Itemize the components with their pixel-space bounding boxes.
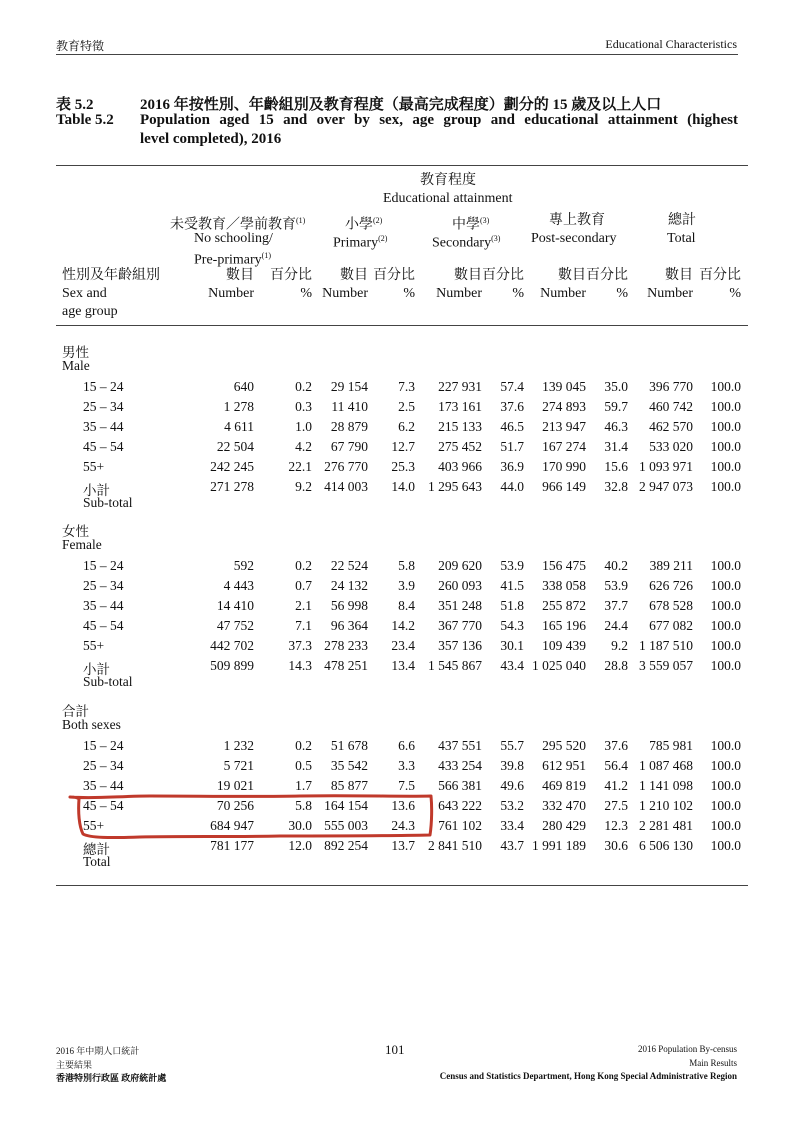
table-cell: 96 364 bbox=[330, 618, 368, 633]
col-number-zh: 數目 bbox=[665, 268, 693, 283]
col-pct-en: % bbox=[300, 286, 312, 301]
table-cell: 24.4 bbox=[604, 618, 628, 633]
table-cell: 70 256 bbox=[216, 798, 254, 813]
table-cell: 51 678 bbox=[330, 738, 368, 753]
table-cell: 1 210 102 bbox=[639, 798, 693, 813]
header-rule bbox=[56, 54, 738, 55]
table-top-rule bbox=[56, 165, 748, 166]
table-cell: 351 248 bbox=[438, 598, 482, 613]
table-cell: 403 966 bbox=[438, 459, 482, 474]
table-cell: 35 542 bbox=[330, 758, 368, 773]
table-cell: 295 520 bbox=[542, 738, 586, 753]
table-cell: 433 254 bbox=[438, 758, 482, 773]
rowhead-en2: age group bbox=[62, 304, 118, 319]
col-number-en: Number bbox=[208, 286, 254, 301]
table-cell: 3.9 bbox=[398, 578, 415, 593]
table-cell: 592 bbox=[233, 558, 254, 573]
row-age-group: 25 – 34 bbox=[83, 399, 124, 414]
col-secondary-zh: 中學$^{(3)}$ bbox=[452, 216, 490, 233]
table-cell: 1 232 bbox=[223, 738, 254, 753]
table-cell: 100.0 bbox=[710, 459, 741, 474]
table-cell: 442 702 bbox=[210, 638, 254, 653]
subtotal-cell: 1 025 040 bbox=[532, 658, 586, 673]
subtotal-cell: 414 003 bbox=[324, 479, 368, 494]
section-heading-zh: 女性 bbox=[62, 524, 89, 539]
row-age-group: 55+ bbox=[83, 638, 105, 653]
col-pct-en: % bbox=[729, 286, 741, 301]
table-cell: 0.2 bbox=[295, 738, 312, 753]
row-age-group: 35 – 44 bbox=[83, 778, 124, 793]
table-cell: 1 278 bbox=[223, 399, 254, 414]
table-cell: 109 439 bbox=[542, 638, 586, 653]
table-cell: 54.3 bbox=[500, 618, 524, 633]
table-cell: 6.6 bbox=[398, 738, 415, 753]
table-cell: 643 222 bbox=[438, 798, 482, 813]
subtotal-cell: 100.0 bbox=[710, 658, 741, 673]
subtotal-cell: 43.7 bbox=[500, 838, 524, 853]
table-cell: 100.0 bbox=[710, 818, 741, 833]
col-noschool-zh: 未受教育／學前教育$^{(1)}$ bbox=[170, 216, 306, 233]
table-cell: 49.6 bbox=[500, 778, 524, 793]
col-pct-en: % bbox=[616, 286, 628, 301]
table-cell: 11 410 bbox=[331, 399, 368, 414]
row-age-group: 25 – 34 bbox=[83, 578, 124, 593]
table-cell: 37.6 bbox=[500, 399, 524, 414]
subtotal-cell: 271 278 bbox=[210, 479, 254, 494]
table-cell: 338 058 bbox=[542, 578, 586, 593]
table-cell: 785 981 bbox=[649, 738, 693, 753]
col-noschool-en2: Pre-primary$^{(1)}$ bbox=[194, 251, 271, 268]
table-cell: 55.7 bbox=[500, 738, 524, 753]
col-pct-en: % bbox=[403, 286, 415, 301]
table-cell: 684 947 bbox=[210, 818, 254, 833]
footer-en-dept: Census and Statistics Department, Hong Kong Special Administrative Region bbox=[439, 1071, 737, 1081]
table-header-rule bbox=[56, 325, 748, 326]
subtotal-cell: 14.0 bbox=[391, 479, 415, 494]
table-cell: 37.7 bbox=[604, 598, 628, 613]
subtotal-label-en: Total bbox=[83, 854, 111, 869]
section-heading-zh: 男性 bbox=[62, 345, 89, 360]
table-cell: 678 528 bbox=[649, 598, 693, 613]
table-cell: 0.7 bbox=[295, 578, 312, 593]
table-cell: 100.0 bbox=[710, 618, 741, 633]
subtotal-label-zh: 總計 bbox=[83, 842, 110, 857]
table-cell: 242 245 bbox=[210, 459, 254, 474]
subtotal-cell: 100.0 bbox=[710, 838, 741, 853]
subtotal-cell: 13.7 bbox=[391, 838, 415, 853]
subtotal-cell: 13.4 bbox=[391, 658, 415, 673]
row-age-group: 55+ bbox=[83, 818, 105, 833]
table-cell: 22.1 bbox=[288, 459, 312, 474]
table-number-zh: 表 5.2 bbox=[56, 97, 94, 113]
table-title-zh: 2016 年按性別、年齡組別及教育程度（最高完成程度）劃分的 15 歲及以上人口 bbox=[140, 97, 662, 113]
subtotal-cell: 1 545 867 bbox=[428, 658, 482, 673]
table-cell: 22 524 bbox=[330, 558, 368, 573]
table-cell: 462 570 bbox=[649, 419, 693, 434]
table-cell: 24.3 bbox=[391, 818, 415, 833]
subtotal-cell: 30.6 bbox=[604, 838, 628, 853]
footer-zh-dept: 香港特別行政區 政府統計處 bbox=[56, 1073, 167, 1083]
table-cell: 67 790 bbox=[330, 439, 368, 454]
table-cell: 39.8 bbox=[500, 758, 524, 773]
table-cell: 227 931 bbox=[438, 379, 482, 394]
table-cell: 23.4 bbox=[391, 638, 415, 653]
table-cell: 35.0 bbox=[604, 379, 628, 394]
table-cell: 1 087 468 bbox=[639, 758, 693, 773]
col-pct-zh: 百分比 bbox=[373, 268, 415, 283]
row-age-group: 25 – 34 bbox=[83, 758, 124, 773]
table-cell: 274 893 bbox=[542, 399, 586, 414]
table-cell: 37.3 bbox=[288, 638, 312, 653]
subtotal-cell: 43.4 bbox=[500, 658, 524, 673]
col-number-en: Number bbox=[436, 286, 482, 301]
table-cell: 215 133 bbox=[438, 419, 482, 434]
table-cell: 1.0 bbox=[295, 419, 312, 434]
table-cell: 280 429 bbox=[542, 818, 586, 833]
table-cell: 12.3 bbox=[604, 818, 628, 833]
rowhead-en1: Sex and bbox=[62, 286, 107, 301]
subtotal-cell: 6 506 130 bbox=[639, 838, 693, 853]
row-age-group: 35 – 44 bbox=[83, 419, 124, 434]
table-cell: 1 141 098 bbox=[639, 778, 693, 793]
table-cell: 164 154 bbox=[324, 798, 368, 813]
col-number-en: Number bbox=[540, 286, 586, 301]
table-cell: 12.7 bbox=[391, 439, 415, 454]
subtotal-cell: 1 991 189 bbox=[532, 838, 586, 853]
table-cell: 46.3 bbox=[604, 419, 628, 434]
table-cell: 56 998 bbox=[330, 598, 368, 613]
subtotal-cell: 966 149 bbox=[542, 479, 586, 494]
subtotal-cell: 509 899 bbox=[210, 658, 254, 673]
col-number-zh: 數目 bbox=[558, 268, 586, 283]
table-cell: 53.2 bbox=[500, 798, 524, 813]
table-cell: 460 742 bbox=[649, 399, 693, 414]
subtotal-label-en: Sub-total bbox=[83, 495, 133, 510]
table-cell: 278 233 bbox=[324, 638, 368, 653]
table-cell: 173 161 bbox=[438, 399, 482, 414]
table-cell: 2.1 bbox=[295, 598, 312, 613]
footer-zh-subtitle: 主要結果 bbox=[56, 1060, 93, 1070]
footer-en-title: 2016 Population By-census bbox=[638, 1044, 737, 1054]
table-title-en-line2: level completed), 2016 bbox=[140, 131, 282, 147]
header-section-en: Educational Characteristics bbox=[605, 37, 737, 51]
subtotal-cell: 478 251 bbox=[324, 658, 368, 673]
table-cell: 0.2 bbox=[295, 558, 312, 573]
table-cell: 626 726 bbox=[649, 578, 693, 593]
table-cell: 209 620 bbox=[438, 558, 482, 573]
table-cell: 100.0 bbox=[710, 798, 741, 813]
table-cell: 31.4 bbox=[604, 439, 628, 454]
subtotal-cell: 32.8 bbox=[604, 479, 628, 494]
table-cell: 100.0 bbox=[710, 419, 741, 434]
table-cell: 46.5 bbox=[500, 419, 524, 434]
table-cell: 170 990 bbox=[542, 459, 586, 474]
table-cell: 53.9 bbox=[604, 578, 628, 593]
section-heading-en: Male bbox=[62, 358, 90, 373]
table-cell: 4 443 bbox=[223, 578, 254, 593]
table-cell: 100.0 bbox=[710, 379, 741, 394]
table-cell: 260 093 bbox=[438, 578, 482, 593]
table-cell: 85 877 bbox=[330, 778, 368, 793]
table-cell: 275 452 bbox=[438, 439, 482, 454]
table-cell: 357 136 bbox=[438, 638, 482, 653]
table-cell: 677 082 bbox=[649, 618, 693, 633]
page-number: 101 bbox=[385, 1042, 405, 1057]
table-cell: 276 770 bbox=[324, 459, 368, 474]
footer-en-subtitle: Main Results bbox=[689, 1058, 737, 1068]
table-cell: 640 bbox=[233, 379, 254, 394]
table-cell: 59.7 bbox=[604, 399, 628, 414]
row-age-group: 15 – 24 bbox=[83, 379, 124, 394]
col-primary-en: Primary$^{(2)}$ bbox=[333, 234, 388, 251]
table-cell: 33.4 bbox=[500, 818, 524, 833]
table-cell: 165 196 bbox=[542, 618, 586, 633]
subtotal-cell: 781 177 bbox=[210, 838, 254, 853]
table-cell: 57.4 bbox=[500, 379, 524, 394]
table-cell: 100.0 bbox=[710, 778, 741, 793]
table-cell: 8.4 bbox=[398, 598, 415, 613]
row-age-group: 45 – 54 bbox=[83, 798, 124, 813]
table-cell: 40.2 bbox=[604, 558, 628, 573]
table-cell: 0.2 bbox=[295, 379, 312, 394]
table-bottom-rule bbox=[56, 885, 748, 886]
table-cell: 100.0 bbox=[710, 558, 741, 573]
table-cell: 1 187 510 bbox=[639, 638, 693, 653]
table-cell: 51.7 bbox=[500, 439, 524, 454]
table-cell: 761 102 bbox=[438, 818, 482, 833]
table-cell: 437 551 bbox=[438, 738, 482, 753]
table-cell: 139 045 bbox=[542, 379, 586, 394]
table-cell: 7.5 bbox=[398, 778, 415, 793]
group-header-en: Educational attainment bbox=[383, 191, 513, 206]
table-cell: 566 381 bbox=[438, 778, 482, 793]
table-cell: 47 752 bbox=[216, 618, 254, 633]
table-cell: 2.5 bbox=[398, 399, 415, 414]
table-cell: 14.2 bbox=[391, 618, 415, 633]
table-cell: 14 410 bbox=[216, 598, 254, 613]
table-cell: 41.5 bbox=[500, 578, 524, 593]
table-cell: 56.4 bbox=[604, 758, 628, 773]
table-cell: 4 611 bbox=[224, 419, 254, 434]
table-cell: 7.3 bbox=[398, 379, 415, 394]
table-cell: 2 281 481 bbox=[639, 818, 693, 833]
subtotal-label-zh: 小計 bbox=[83, 483, 110, 498]
rowhead-zh: 性別及年齡組別 bbox=[62, 268, 160, 283]
subtotal-cell: 12.0 bbox=[288, 838, 312, 853]
row-age-group: 15 – 24 bbox=[83, 738, 124, 753]
section-heading-zh: 合計 bbox=[62, 704, 89, 719]
table-cell: 213 947 bbox=[542, 419, 586, 434]
col-pct-zh: 百分比 bbox=[270, 268, 312, 283]
table-cell: 3.3 bbox=[398, 758, 415, 773]
table-cell: 30.1 bbox=[500, 638, 524, 653]
col-pct-zh: 百分比 bbox=[699, 268, 741, 283]
row-age-group: 15 – 24 bbox=[83, 558, 124, 573]
subtotal-cell: 9.2 bbox=[295, 479, 312, 494]
table-cell: 6.2 bbox=[398, 419, 415, 434]
table-cell: 332 470 bbox=[542, 798, 586, 813]
col-secondary-en: Secondary$^{(3)}$ bbox=[432, 234, 501, 251]
subtotal-cell: 14.3 bbox=[288, 658, 312, 673]
table-cell: 0.3 bbox=[295, 399, 312, 414]
subtotal-cell: 1 295 643 bbox=[428, 479, 482, 494]
table-cell: 469 819 bbox=[542, 778, 586, 793]
table-cell: 7.1 bbox=[295, 618, 312, 633]
col-pct-zh: 百分比 bbox=[586, 268, 628, 283]
col-postsec-zh: 專上教育 bbox=[549, 213, 605, 228]
col-number-en: Number bbox=[322, 286, 368, 301]
table-cell: 1 093 971 bbox=[639, 459, 693, 474]
table-cell: 100.0 bbox=[710, 758, 741, 773]
group-header-zh: 教育程度 bbox=[420, 173, 476, 188]
table-cell: 27.5 bbox=[604, 798, 628, 813]
table-cell: 30.0 bbox=[288, 818, 312, 833]
table-cell: 100.0 bbox=[710, 598, 741, 613]
table-cell: 29 154 bbox=[330, 379, 368, 394]
table-cell: 100.0 bbox=[710, 578, 741, 593]
subtotal-cell: 892 254 bbox=[324, 838, 368, 853]
section-heading-en: Female bbox=[62, 537, 102, 552]
table-cell: 156 475 bbox=[542, 558, 586, 573]
table-cell: 396 770 bbox=[649, 379, 693, 394]
subtotal-cell: 2 947 073 bbox=[639, 479, 693, 494]
col-total-zh: 總計 bbox=[668, 213, 696, 228]
subtotal-label-zh: 小計 bbox=[83, 662, 110, 677]
subtotal-cell: 28.8 bbox=[604, 658, 628, 673]
table-cell: 9.2 bbox=[611, 638, 628, 653]
table-title-en-line1: Population aged 15 and over by sex, age group and educational attainment (highest bbox=[140, 112, 738, 128]
table-cell: 0.5 bbox=[295, 758, 312, 773]
subtotal-cell: 100.0 bbox=[710, 479, 741, 494]
table-number-en: Table 5.2 bbox=[56, 112, 114, 128]
table-cell: 100.0 bbox=[710, 738, 741, 753]
table-cell: 5.8 bbox=[295, 798, 312, 813]
table-cell: 19 021 bbox=[216, 778, 254, 793]
table-cell: 41.2 bbox=[604, 778, 628, 793]
table-cell: 5.8 bbox=[398, 558, 415, 573]
table-cell: 53.9 bbox=[500, 558, 524, 573]
row-age-group: 55+ bbox=[83, 459, 105, 474]
table-cell: 28 879 bbox=[330, 419, 368, 434]
table-cell: 100.0 bbox=[710, 439, 741, 454]
col-postsec-en: Post-secondary bbox=[531, 231, 617, 246]
subtotal-cell: 44.0 bbox=[500, 479, 524, 494]
table-cell: 100.0 bbox=[710, 638, 741, 653]
table-cell: 24 132 bbox=[330, 578, 368, 593]
col-pct-zh: 百分比 bbox=[482, 268, 524, 283]
table-cell: 100.0 bbox=[710, 399, 741, 414]
table-cell: 5 721 bbox=[223, 758, 254, 773]
table-cell: 4.2 bbox=[295, 439, 312, 454]
table-cell: 37.6 bbox=[604, 738, 628, 753]
table-cell: 13.6 bbox=[391, 798, 415, 813]
col-number-zh: 數目 bbox=[226, 268, 254, 283]
table-cell: 167 274 bbox=[542, 439, 586, 454]
table-cell: 1.7 bbox=[295, 778, 312, 793]
table-cell: 555 003 bbox=[324, 818, 368, 833]
col-number-zh: 數目 bbox=[340, 268, 368, 283]
table-cell: 51.8 bbox=[500, 598, 524, 613]
table-cell: 367 770 bbox=[438, 618, 482, 633]
row-age-group: 45 – 54 bbox=[83, 439, 124, 454]
col-number-en: Number bbox=[647, 286, 693, 301]
table-cell: 15.6 bbox=[604, 459, 628, 474]
table-cell: 533 020 bbox=[649, 439, 693, 454]
col-noschool-en1: No schooling/ bbox=[194, 231, 273, 246]
table-cell: 389 211 bbox=[649, 558, 693, 573]
table-cell: 36.9 bbox=[500, 459, 524, 474]
col-number-zh: 數目 bbox=[454, 268, 482, 283]
row-age-group: 45 – 54 bbox=[83, 618, 124, 633]
col-total-en: Total bbox=[667, 231, 696, 246]
footer-zh-title: 2016 年中期人口統計 bbox=[56, 1046, 140, 1056]
table-cell: 22 504 bbox=[216, 439, 254, 454]
table-cell: 25.3 bbox=[391, 459, 415, 474]
table-cell: 255 872 bbox=[542, 598, 586, 613]
subtotal-cell: 2 841 510 bbox=[428, 838, 482, 853]
header-section-zh: 教育特徵 bbox=[56, 39, 105, 53]
subtotal-cell: 3 559 057 bbox=[639, 658, 693, 673]
col-primary-zh: 小學$^{(2)}$ bbox=[345, 216, 383, 233]
table-cell: 612 951 bbox=[542, 758, 586, 773]
subtotal-label-en: Sub-total bbox=[83, 674, 133, 689]
col-pct-en: % bbox=[512, 286, 524, 301]
row-age-group: 35 – 44 bbox=[83, 598, 124, 613]
section-heading-en: Both sexes bbox=[62, 717, 121, 732]
